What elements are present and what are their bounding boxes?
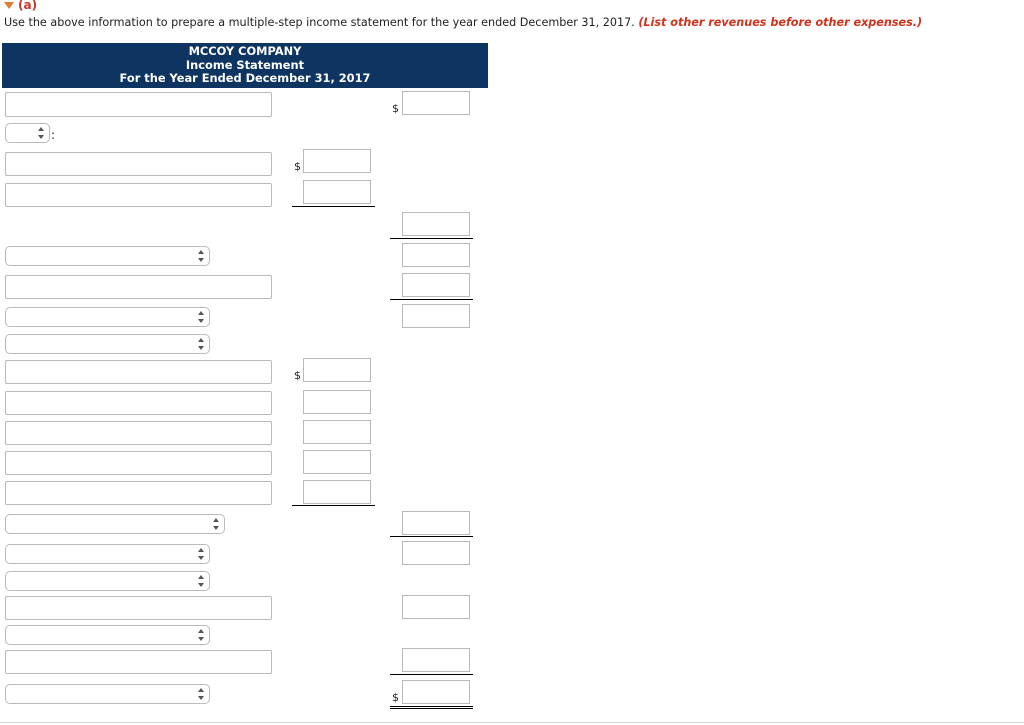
line-type-select[interactable] (5, 246, 210, 266)
account-name-input[interactable] (5, 391, 272, 415)
select-arrows-icon (198, 311, 204, 323)
amount-input[interactable] (303, 149, 371, 173)
dollar-sign: $ (294, 369, 301, 382)
select-arrows-icon (198, 250, 204, 262)
line-type-select[interactable] (5, 625, 210, 645)
company-name: MCCOY COMPANY (188, 44, 302, 58)
instructions-text: Use the above information to prepare a multiple-step income statement for the year ended December 31, 2017. (4, 16, 635, 29)
amount-input[interactable] (402, 648, 470, 672)
dollar-sign: $ (392, 102, 399, 115)
amount-input[interactable] (303, 358, 371, 382)
line-type-select[interactable] (5, 334, 210, 354)
line-type-select[interactable] (5, 684, 210, 704)
amount-input[interactable] (402, 541, 470, 565)
underline (390, 238, 473, 239)
select-arrows-icon (213, 518, 219, 530)
account-name-input[interactable] (5, 481, 272, 505)
line-type-select[interactable] (5, 514, 225, 534)
amount-input[interactable] (303, 180, 371, 204)
select-arrows-icon (198, 575, 204, 587)
amount-input[interactable] (303, 450, 371, 474)
line-type-select[interactable] (5, 123, 50, 143)
dollar-sign: $ (294, 160, 301, 173)
amount-input[interactable] (303, 390, 371, 414)
amount-input[interactable] (402, 243, 470, 267)
line-type-select[interactable] (5, 544, 210, 564)
part-label: (a) (18, 0, 38, 12)
caret-down-icon (4, 2, 14, 9)
instructions-note: (List other revenues before other expenses.) (638, 16, 923, 29)
select-arrows-icon (198, 629, 204, 641)
underline (390, 674, 473, 675)
account-name-input[interactable] (5, 152, 272, 176)
amount-input[interactable] (402, 595, 470, 619)
amount-input[interactable] (402, 91, 470, 115)
select-arrows-icon (38, 127, 44, 139)
underline (292, 505, 375, 506)
select-arrows-icon (198, 688, 204, 700)
underline (390, 299, 473, 300)
account-name-input[interactable] (5, 650, 272, 674)
account-name-input[interactable] (5, 421, 272, 445)
line-type-select[interactable] (5, 307, 210, 327)
account-name-input[interactable] (5, 183, 272, 207)
amount-input[interactable] (303, 420, 371, 444)
select-arrows-icon (198, 338, 204, 350)
colon: : (51, 128, 56, 142)
amount-input[interactable] (402, 511, 470, 535)
instructions (4, 16, 922, 29)
amount-input[interactable] (402, 273, 470, 297)
amount-input[interactable] (402, 680, 470, 704)
dollar-sign: $ (392, 691, 399, 704)
underline (292, 206, 375, 207)
select-arrows-icon (198, 548, 204, 560)
divider (0, 722, 1024, 723)
double-underline (390, 706, 473, 709)
account-name-input[interactable] (5, 92, 272, 117)
account-name-input[interactable] (5, 360, 272, 384)
statement-header (2, 43, 488, 88)
part-a-toggle[interactable] (4, 0, 37, 12)
underline (390, 536, 473, 537)
statement-period: For the Year Ended December 31, 2017 (119, 71, 371, 85)
amount-input[interactable] (402, 304, 470, 328)
amount-input[interactable] (303, 480, 371, 504)
line-type-select[interactable] (5, 571, 210, 591)
amount-input[interactable] (402, 212, 470, 236)
account-name-input[interactable] (5, 451, 272, 475)
statement-title: Income Statement (185, 57, 305, 72)
account-name-input[interactable] (5, 596, 272, 620)
account-name-input[interactable] (5, 275, 272, 299)
